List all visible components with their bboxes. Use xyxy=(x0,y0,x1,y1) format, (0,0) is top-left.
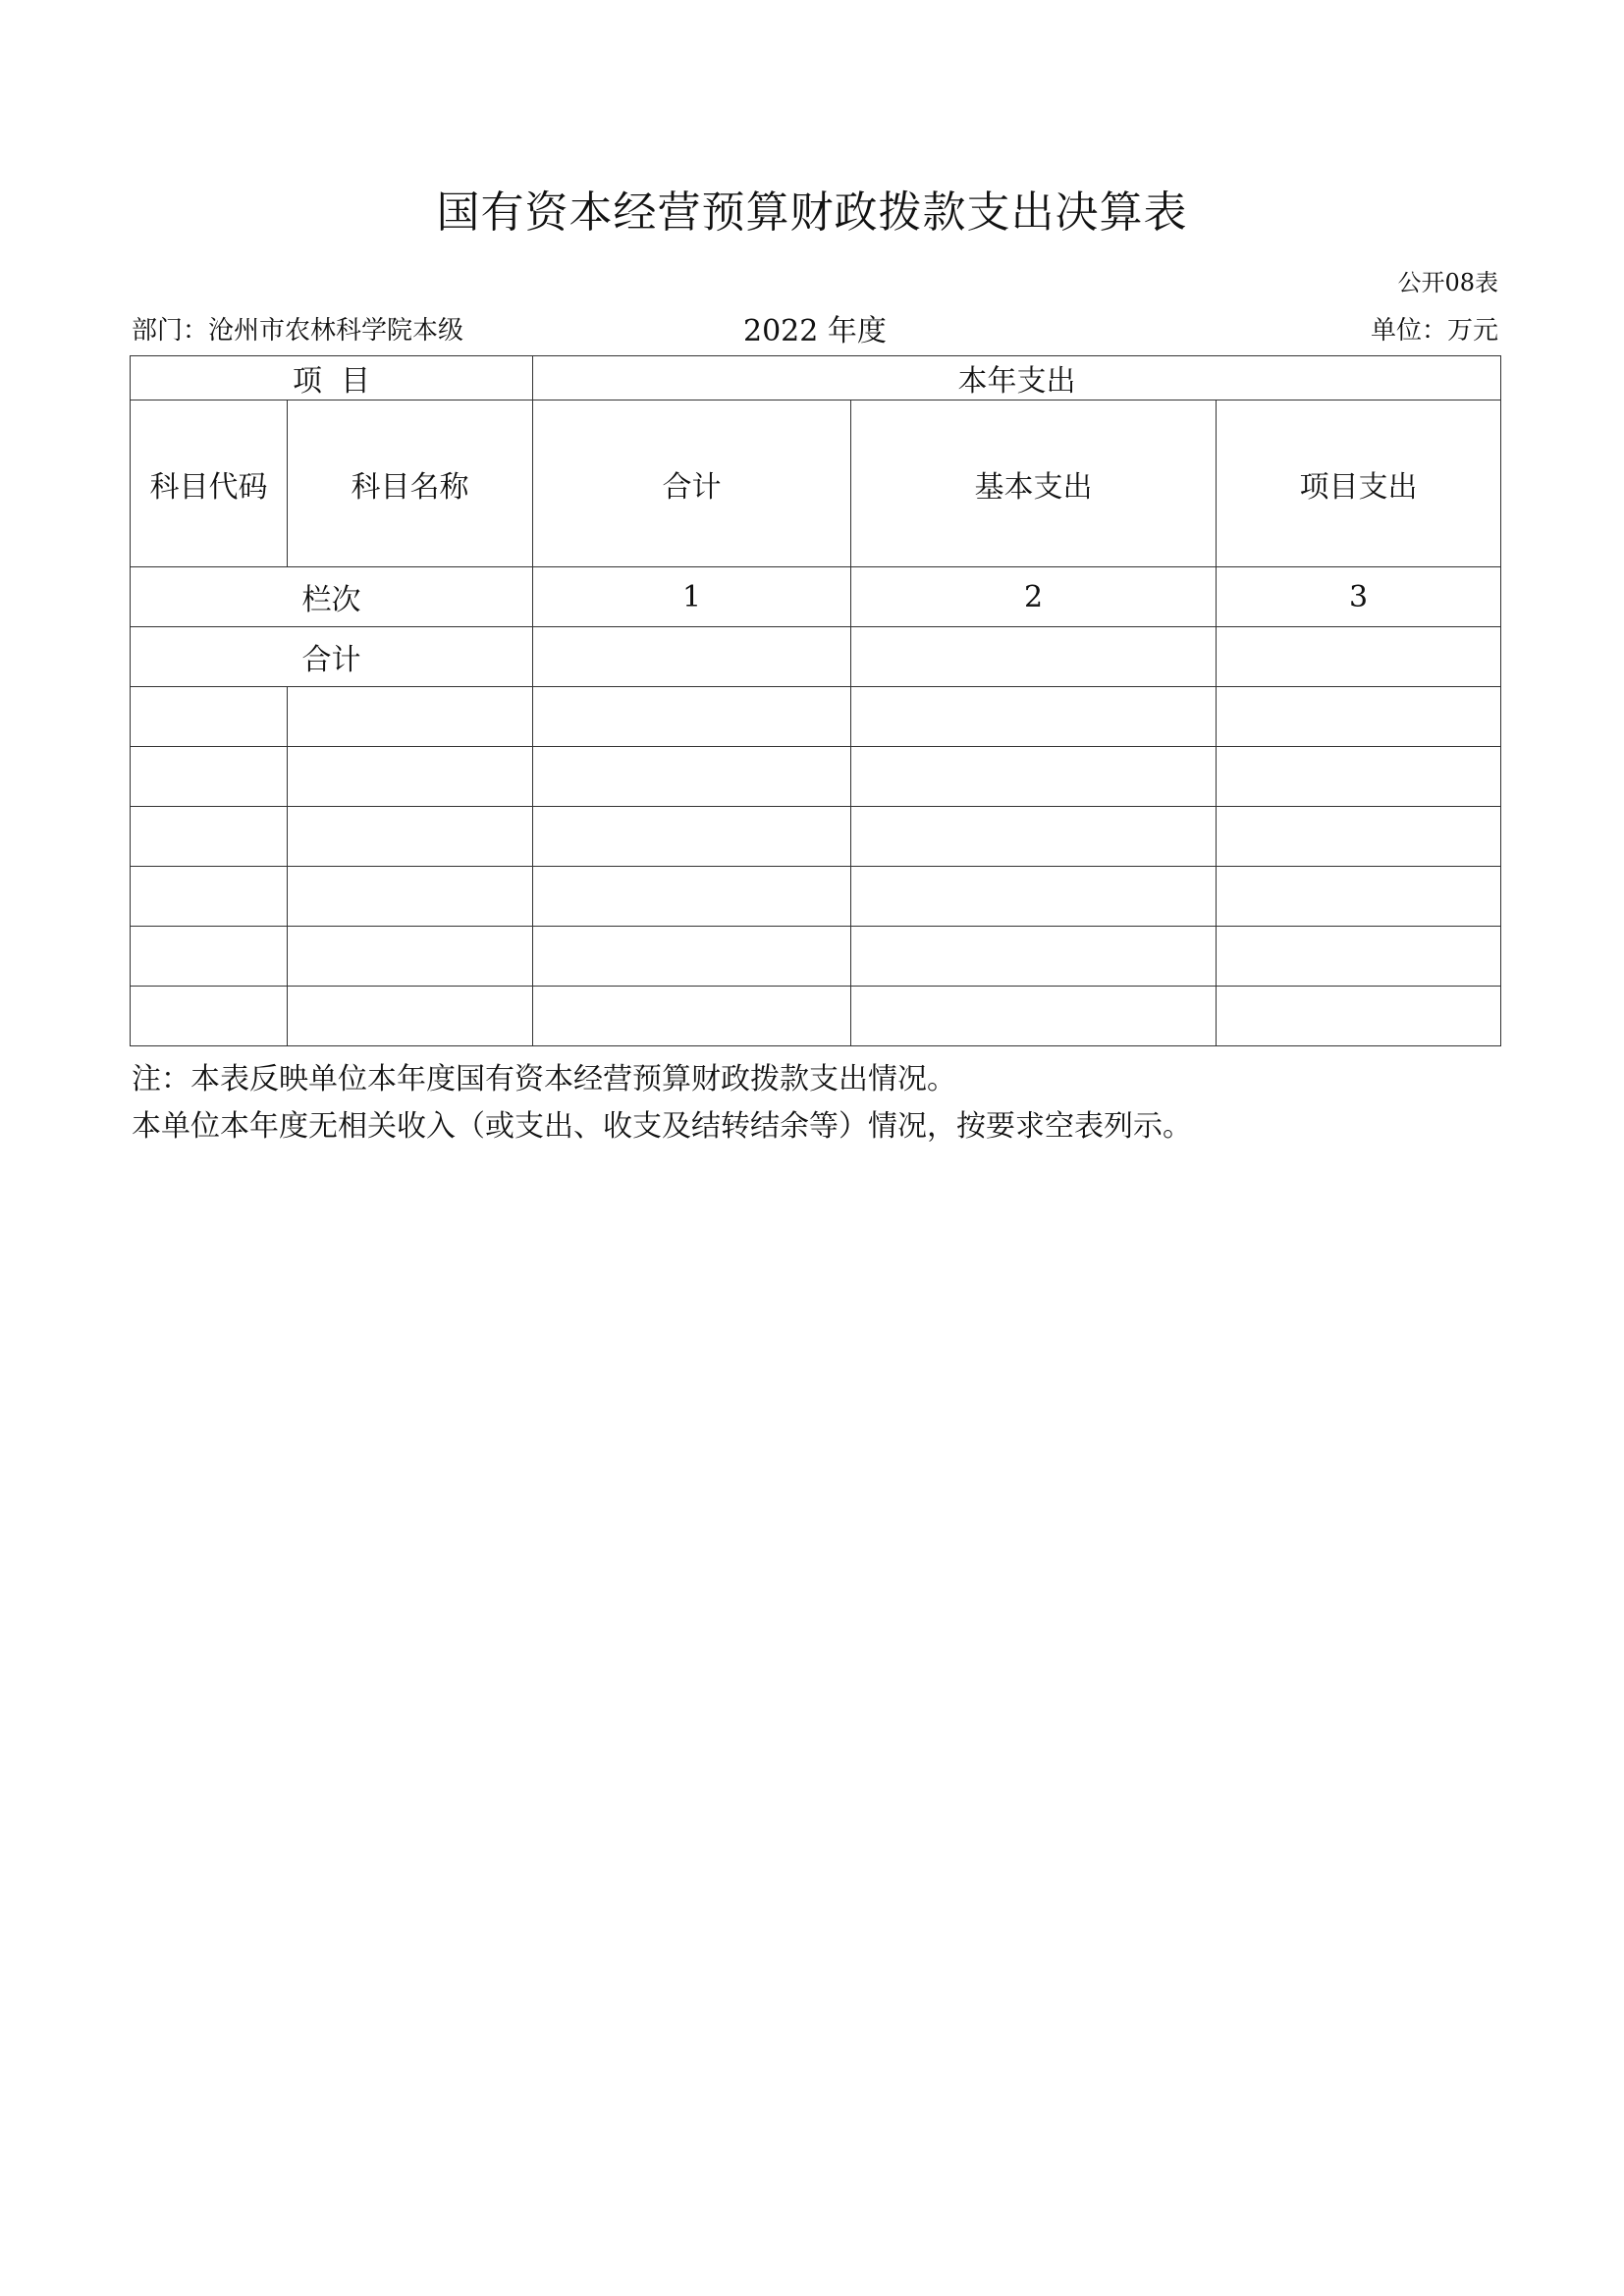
header-subject-code: 科目代码 xyxy=(131,400,288,567)
cell xyxy=(533,867,851,927)
table-row xyxy=(131,747,1501,807)
table-row xyxy=(131,927,1501,987)
total-value-total xyxy=(533,627,851,687)
table-row xyxy=(131,867,1501,927)
header-subject-name: 科目名称 xyxy=(288,400,533,567)
header-project-expense: 项目支出 xyxy=(1217,400,1501,567)
cell xyxy=(533,987,851,1046)
header-row-2 xyxy=(131,400,1501,567)
cell xyxy=(288,687,533,747)
cell xyxy=(288,747,533,807)
header-item: 项 目 xyxy=(131,356,533,400)
cell xyxy=(1217,747,1501,807)
cell xyxy=(533,807,851,867)
index-label: 栏次 xyxy=(131,567,533,627)
index-total: 1 xyxy=(533,567,851,627)
header-row-1 xyxy=(131,356,1501,400)
cell xyxy=(533,747,851,807)
cell xyxy=(131,867,288,927)
cell xyxy=(131,987,288,1046)
footnote-line-1: 注：本表反映单位本年度国有资本经营预算财政拨款支出情况。 xyxy=(132,1062,956,1096)
header-basic-expense: 基本支出 xyxy=(851,400,1217,567)
index-basic: 2 xyxy=(851,567,1217,627)
cell xyxy=(1217,687,1501,747)
cell xyxy=(131,927,288,987)
form-number: 公开08表 xyxy=(1397,269,1498,296)
footnotes xyxy=(132,1056,1192,1150)
table-row xyxy=(131,687,1501,747)
table-row xyxy=(131,807,1501,867)
cell xyxy=(851,687,1217,747)
index-project: 3 xyxy=(1217,567,1501,627)
cell xyxy=(288,807,533,867)
footnote-line-2: 本单位本年度无相关收入（或支出、收支及结转结余等）情况，按要求空表列示。 xyxy=(132,1109,1192,1144)
department-label: 部门：沧州市农林科学院本级 xyxy=(132,316,464,346)
cell xyxy=(851,987,1217,1046)
index-row xyxy=(131,567,1501,627)
unit-label: 单位：万元 xyxy=(1370,316,1498,346)
expenditure-table xyxy=(130,355,1501,1046)
cell xyxy=(851,807,1217,867)
cell xyxy=(1217,987,1501,1046)
cell xyxy=(533,927,851,987)
cell xyxy=(131,807,288,867)
header-current-year-expense: 本年支出 xyxy=(533,356,1501,400)
cell xyxy=(1217,927,1501,987)
total-value-project xyxy=(1217,627,1501,687)
cell xyxy=(131,747,288,807)
cell xyxy=(288,987,533,1046)
cell xyxy=(851,927,1217,987)
cell xyxy=(851,867,1217,927)
table-row xyxy=(131,987,1501,1046)
cell xyxy=(851,747,1217,807)
cell xyxy=(533,687,851,747)
total-label: 合计 xyxy=(131,627,533,687)
cell xyxy=(1217,807,1501,867)
total-row xyxy=(131,627,1501,687)
cell xyxy=(131,687,288,747)
cell xyxy=(288,927,533,987)
total-value-basic xyxy=(851,627,1217,687)
page-title: 国有资本经营预算财政拨款支出决算表 xyxy=(436,187,1188,238)
cell xyxy=(1217,867,1501,927)
fiscal-year: 2022 年度 xyxy=(743,314,887,348)
cell xyxy=(288,867,533,927)
header-total: 合计 xyxy=(533,400,851,567)
